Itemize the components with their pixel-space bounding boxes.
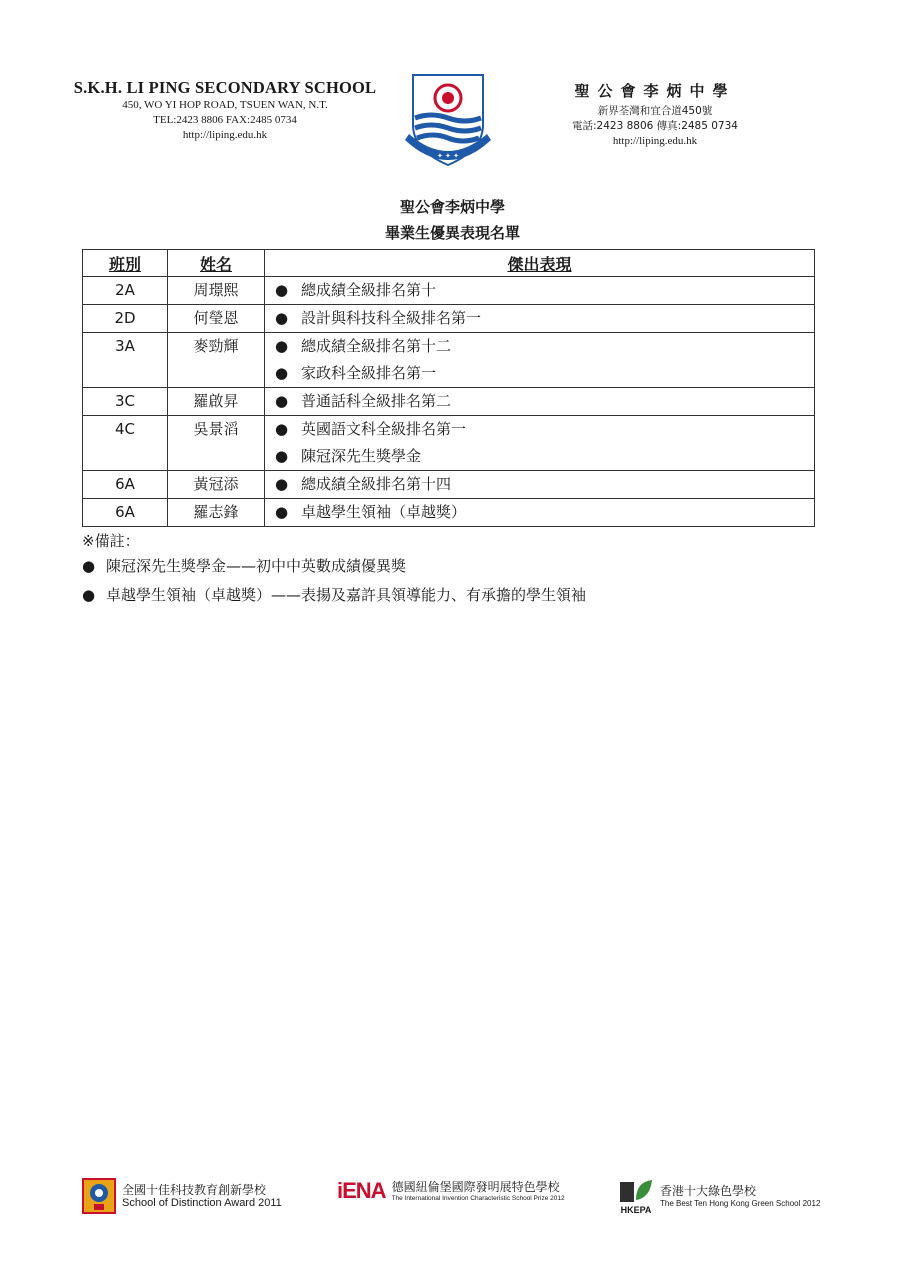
achievement-item (275, 305, 814, 332)
cell-class: 2A (83, 277, 168, 305)
achievement-item (275, 416, 814, 443)
achievement-text: 英國語文科全級排名第一 (301, 420, 467, 438)
award2-zh: 德國紐倫堡國際發明展特色學校 (391, 1179, 560, 1194)
green-leaf-icon (618, 1178, 654, 1206)
achievement-text: 家政科全級排名第一 (301, 364, 437, 382)
award1-en: School of Distinction Award 2011 (122, 1196, 282, 1209)
bullet-icon: ● (275, 420, 289, 438)
iena-logo: iENA (337, 1178, 386, 1203)
distinction-logo-icon (82, 1178, 116, 1214)
hkepa-logo-icon (618, 1178, 654, 1215)
award3-zh: 香港十大綠色學校 (660, 1184, 757, 1198)
achievement-text: 普通話科全級排名第二 (301, 392, 452, 410)
table-row (83, 499, 815, 527)
bullet-icon: ● (275, 392, 289, 410)
table-row (83, 277, 815, 305)
achievement-item (275, 388, 814, 415)
cell-achievements (265, 471, 815, 499)
achievement-text: 總成績全級排名第十 (301, 281, 437, 299)
contact-zh: 電話:2423 8806 傳真:2485 0734 (572, 120, 738, 132)
school-crest-icon (403, 70, 493, 170)
note-text: 卓越學生領袖（卓越獎）——表揚及嘉許具領導能力、有承擔的學生領袖 (106, 586, 587, 604)
letterhead-english (60, 78, 390, 143)
achievement-item (275, 333, 814, 360)
header-name: 姓名 (168, 250, 265, 277)
table-header-row (83, 250, 815, 277)
achievement-item (275, 499, 814, 526)
cell-achievements (265, 388, 815, 416)
address-zh: 新界荃灣和宜合道450號 (597, 105, 713, 117)
footer-award-green (618, 1178, 820, 1215)
note-item (82, 552, 586, 581)
cell-name: 羅志鋒 (168, 499, 265, 527)
achievement-text: 總成績全級排名第十四 (301, 475, 452, 493)
bullet-icon: ● (275, 503, 289, 521)
document-subtitle: 畢業生優異表現名單 (384, 224, 520, 242)
note-text: 陳冠深先生獎學金——初中中英數成績優異獎 (106, 557, 407, 575)
awards-table (82, 249, 815, 527)
table-row (83, 305, 815, 333)
bullet-icon: ● (275, 364, 289, 382)
cell-class: 3A (83, 333, 168, 388)
url-zh: http://liping.edu.hk (612, 135, 698, 147)
table-row (83, 333, 815, 388)
achievement-text: 總成績全級排名第十二 (301, 337, 452, 355)
cell-name: 麥勁輝 (168, 333, 265, 388)
cell-name: 周璟熙 (168, 277, 265, 305)
bullet-icon: ● (82, 557, 96, 575)
cell-achievements (265, 305, 815, 333)
table-row (83, 388, 815, 416)
achievement-item (275, 360, 814, 387)
achievement-item (275, 471, 814, 498)
bullet-icon: ● (275, 475, 289, 493)
notes-section (82, 530, 586, 610)
achievement-text: 設計與科技科全級排名第一 (301, 309, 482, 327)
footer-award-distinction (82, 1178, 282, 1214)
document-title: 聖公會李炳中學 (399, 198, 505, 216)
cell-class: 2D (83, 305, 168, 333)
achievement-text: 陳冠深先生獎學金 (301, 447, 422, 465)
award3-en: The Best Ten Hong Kong Green School 2012 (660, 1199, 821, 1208)
cell-name: 羅啟昇 (168, 388, 265, 416)
note-item (82, 581, 586, 610)
cell-class: 6A (83, 471, 168, 499)
award2-en: The International Invention Characteristic School Prize 2012 (391, 1194, 565, 1202)
bullet-icon: ● (275, 337, 289, 355)
contact-en: TEL:2423 8806 FAX:2485 0734 (153, 114, 297, 126)
header-class: 班別 (83, 250, 168, 277)
school-name-zh: 聖公會李炳中學 (574, 82, 736, 100)
cell-achievements (265, 277, 815, 305)
header-achievements: 傑出表現 (265, 250, 815, 277)
svg-text:✦ ✦ ✦: ✦ ✦ ✦ (436, 152, 460, 160)
cell-achievements (265, 416, 815, 471)
cell-name: 黃冠添 (168, 471, 265, 499)
cell-name: 吳景滔 (168, 416, 265, 471)
award1-zh: 全國十佳科技教育創新學校 (122, 1182, 267, 1197)
cell-class: 6A (83, 499, 168, 527)
table-row (83, 471, 815, 499)
cell-achievements (265, 499, 815, 527)
notes-heading: ※備註： (82, 532, 140, 550)
url-en: http://liping.edu.hk (182, 129, 268, 141)
address-en: 450, WO YI HOP ROAD, TSUEN WAN, N.T. (122, 99, 328, 111)
bullet-icon: ● (275, 309, 289, 327)
achievement-text: 卓越學生領袖（卓越獎） (301, 503, 467, 521)
bullet-icon: ● (82, 586, 96, 604)
school-name-en: S.K.H. LI PING SECONDARY SCHOOL (73, 78, 377, 97)
hkepa-label: HKEPA (620, 1205, 652, 1215)
bullet-icon: ● (275, 447, 289, 465)
cell-class: 3C (83, 388, 168, 416)
cell-achievements (265, 333, 815, 388)
cell-class: 4C (83, 416, 168, 471)
letterhead-chinese (540, 80, 770, 149)
bullet-icon: ● (275, 281, 289, 299)
achievement-item (275, 443, 814, 470)
table-row (83, 416, 815, 471)
footer-award-iena (337, 1178, 565, 1204)
cell-name: 何瑩恩 (168, 305, 265, 333)
achievement-item (275, 277, 814, 304)
